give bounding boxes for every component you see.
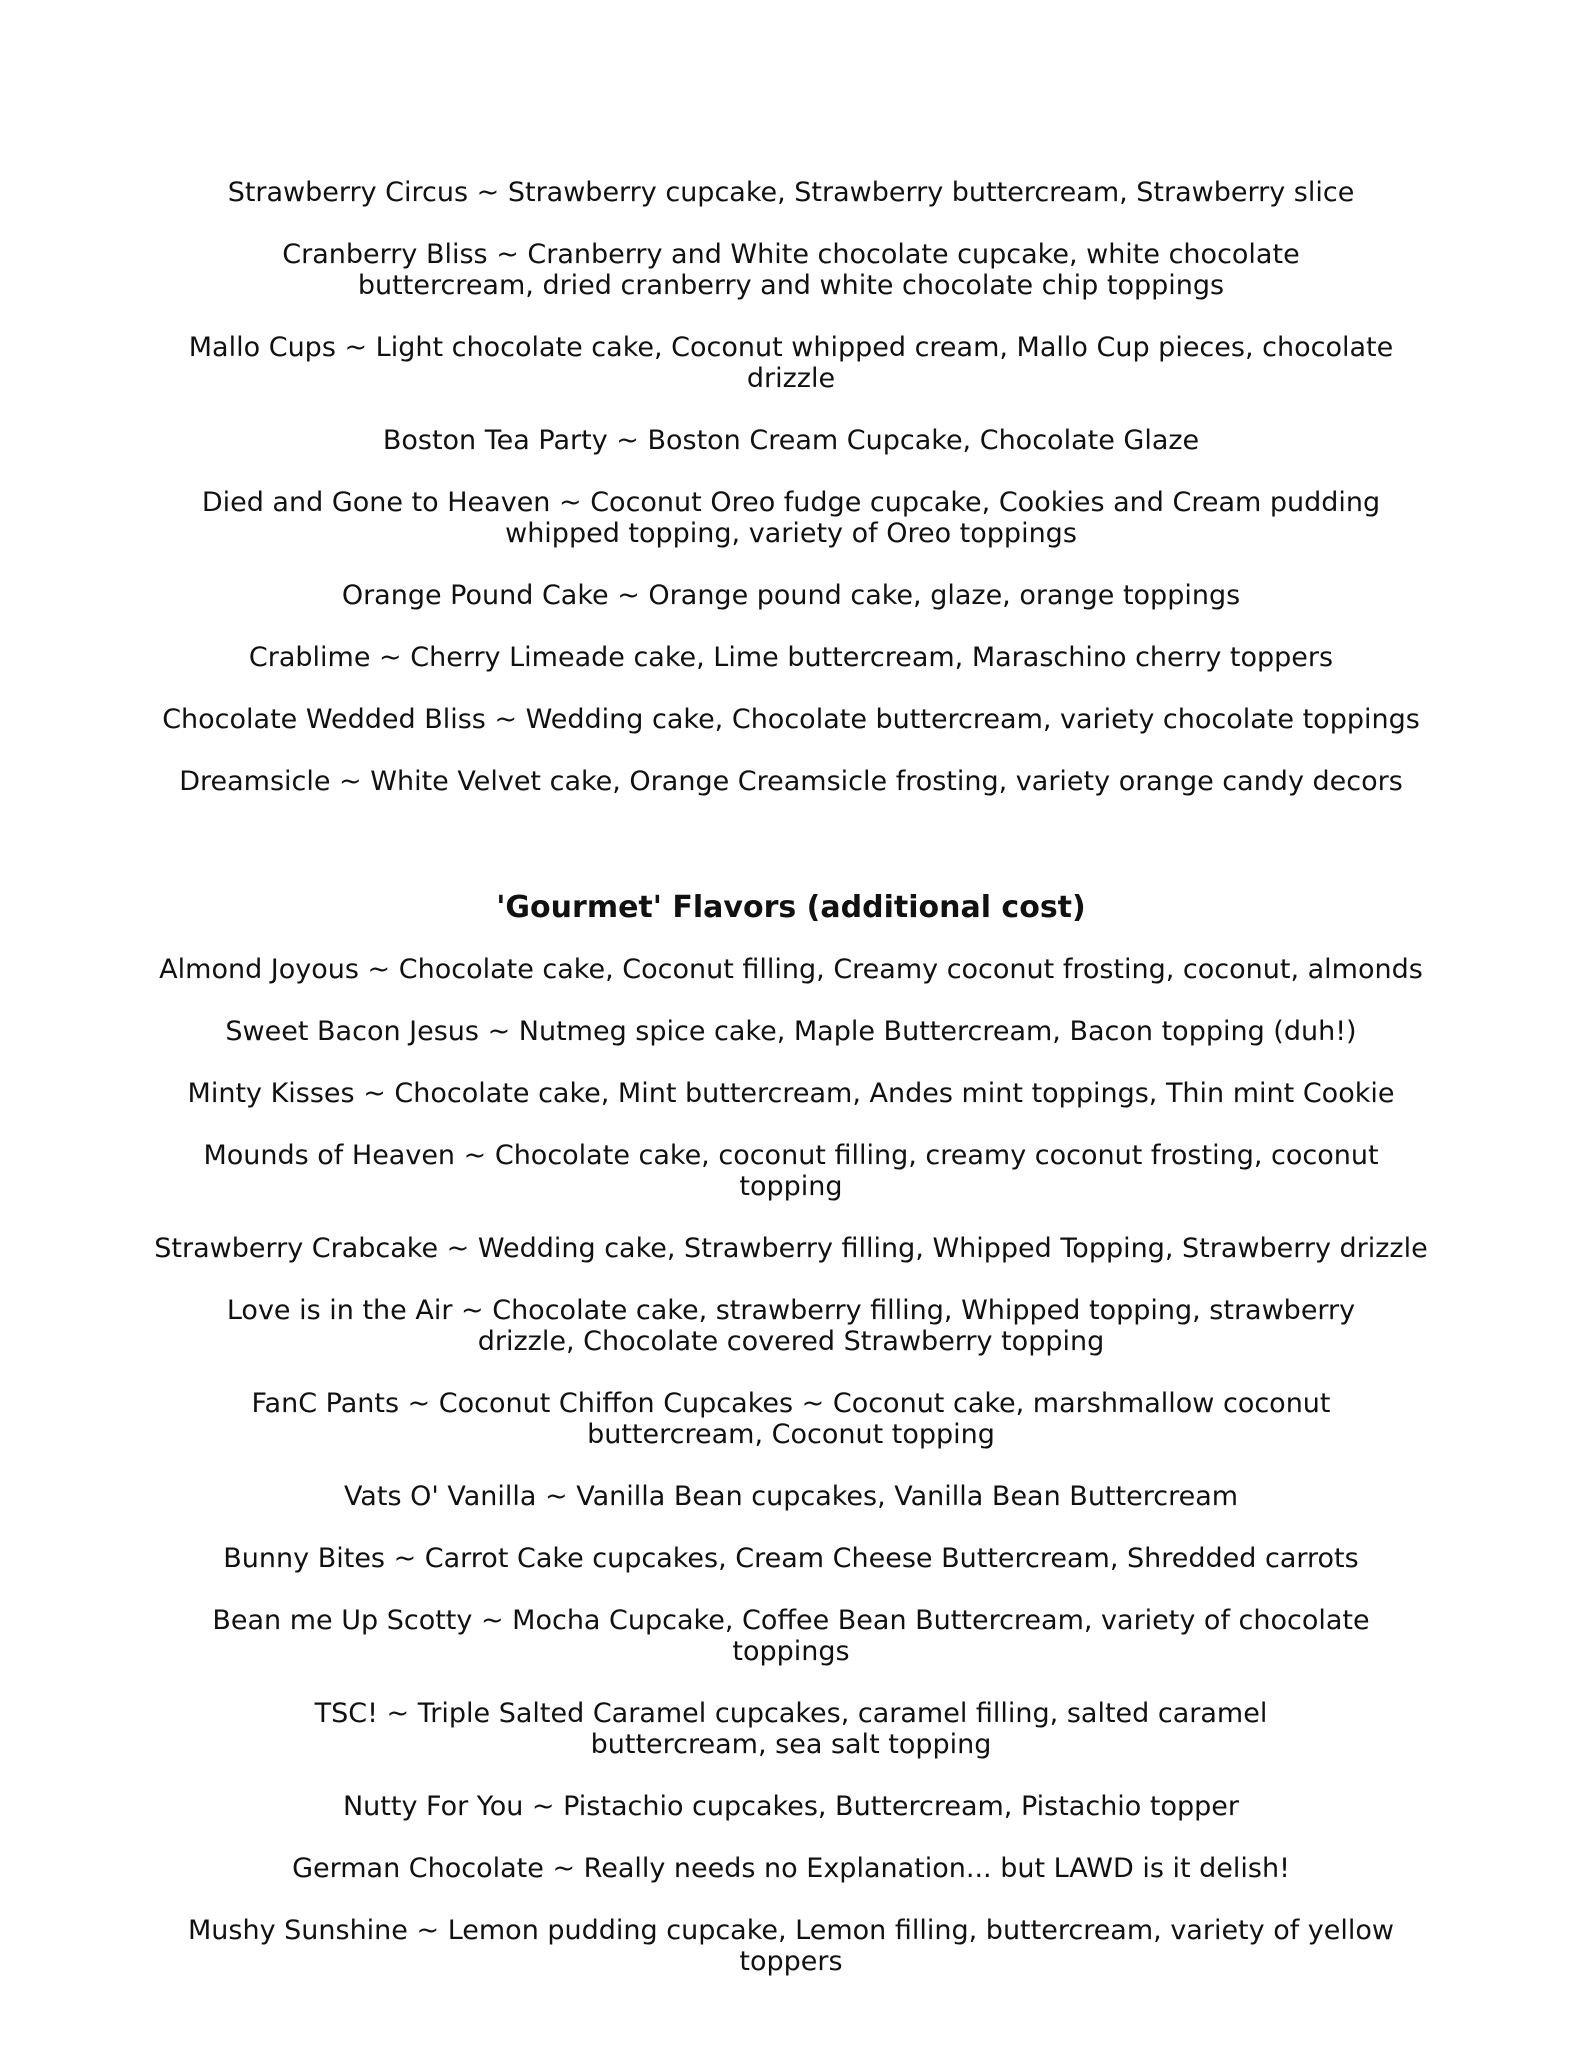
flavor-item: Mushy Sunshine ~ Lemon pudding cupcake, Lemon filling, buttercream, variety of yellow toppers	[187, 1915, 1395, 1977]
flavor-item: Vats O' Vanilla ~ Vanilla Bean cupcakes, Vanilla Bean Buttercream	[343, 1481, 1239, 1512]
flavor-item: Love is in the Air ~ Chocolate cake, strawberry filling, Whipped topping, strawberry drizzle, Chocolate covered Strawberry topping	[226, 1295, 1356, 1357]
section-spacer	[150, 828, 1432, 891]
flavor-item: Cranberry Bliss ~ Cranberry and White chocolate cupcake, white chocolate buttercream, dried cranberry and white chocolate chip toppings	[282, 239, 1300, 301]
flavor-item: Almond Joyous ~ Chocolate cake, Coconut filling, Creamy coconut frosting, coconut, almonds	[159, 954, 1423, 985]
flavor-item: Bean me Up Scotty ~ Mocha Cupcake, Coffee Bean Buttercream, variety of chocolate toppings	[212, 1605, 1370, 1667]
flavor-item: Mounds of Heaven ~ Chocolate cake, coconut filling, creamy coconut frosting, coconut topping	[203, 1140, 1379, 1202]
flavor-item: Nutty For You ~ Pistachio cupcakes, Buttercream, Pistachio topper	[342, 1791, 1240, 1822]
flavor-item: Died and Gone to Heaven ~ Coconut Oreo fudge cupcake, Cookies and Cream pudding whipped topping, variety of Oreo toppings	[201, 487, 1381, 549]
flavor-item: Strawberry Circus ~ Strawberry cupcake, Strawberry buttercream, Strawberry slice	[227, 177, 1355, 208]
gourmet-heading: 'Gourmet' Flavors (additional cost)	[496, 890, 1086, 925]
regular-flavor-list	[150, 177, 1432, 797]
flavor-item: Mallo Cups ~ Light chocolate cake, Coconut whipped cream, Mallo Cup pieces, chocolate drizzle	[188, 332, 1394, 394]
flavor-item: Strawberry Crabcake ~ Wedding cake, Strawberry filling, Whipped Topping, Strawberry drizzle	[154, 1233, 1428, 1264]
flavor-item: Dreamsicle ~ White Velvet cake, Orange Creamsicle frosting, variety orange candy decors	[179, 766, 1403, 797]
flavor-item: Chocolate Wedded Bliss ~ Wedding cake, Chocolate buttercream, variety chocolate toppings	[162, 704, 1420, 735]
flavor-item: German Chocolate ~ Really needs no Explanation... but LAWD is it delish!	[292, 1853, 1290, 1884]
flavor-item: Orange Pound Cake ~ Orange pound cake, glaze, orange toppings	[341, 580, 1241, 611]
menu-page	[150, 177, 1432, 2008]
flavor-item: TSC! ~ Triple Salted Caramel cupcakes, caramel filling, salted caramel buttercream, sea salt topping	[314, 1698, 1268, 1760]
flavor-item: Crablime ~ Cherry Limeade cake, Lime buttercream, Maraschino cherry toppers	[248, 642, 1334, 673]
flavor-item: Bunny Bites ~ Carrot Cake cupcakes, Cream Cheese Buttercream, Shredded carrots	[223, 1543, 1359, 1574]
flavor-item: Sweet Bacon Jesus ~ Nutmeg spice cake, Maple Buttercream, Bacon topping (duh!)	[225, 1016, 1357, 1047]
flavor-item: FanC Pants ~ Coconut Chiffon Cupcakes ~ Coconut cake, marshmallow coconut buttercream, Coconut topping	[251, 1388, 1331, 1450]
gourmet-flavor-list	[150, 954, 1432, 1977]
flavor-item: Boston Tea Party ~ Boston Cream Cupcake, Chocolate Glaze	[382, 425, 1200, 456]
flavor-item: Minty Kisses ~ Chocolate cake, Mint buttercream, Andes mint toppings, Thin mint Cookie	[187, 1078, 1395, 1109]
